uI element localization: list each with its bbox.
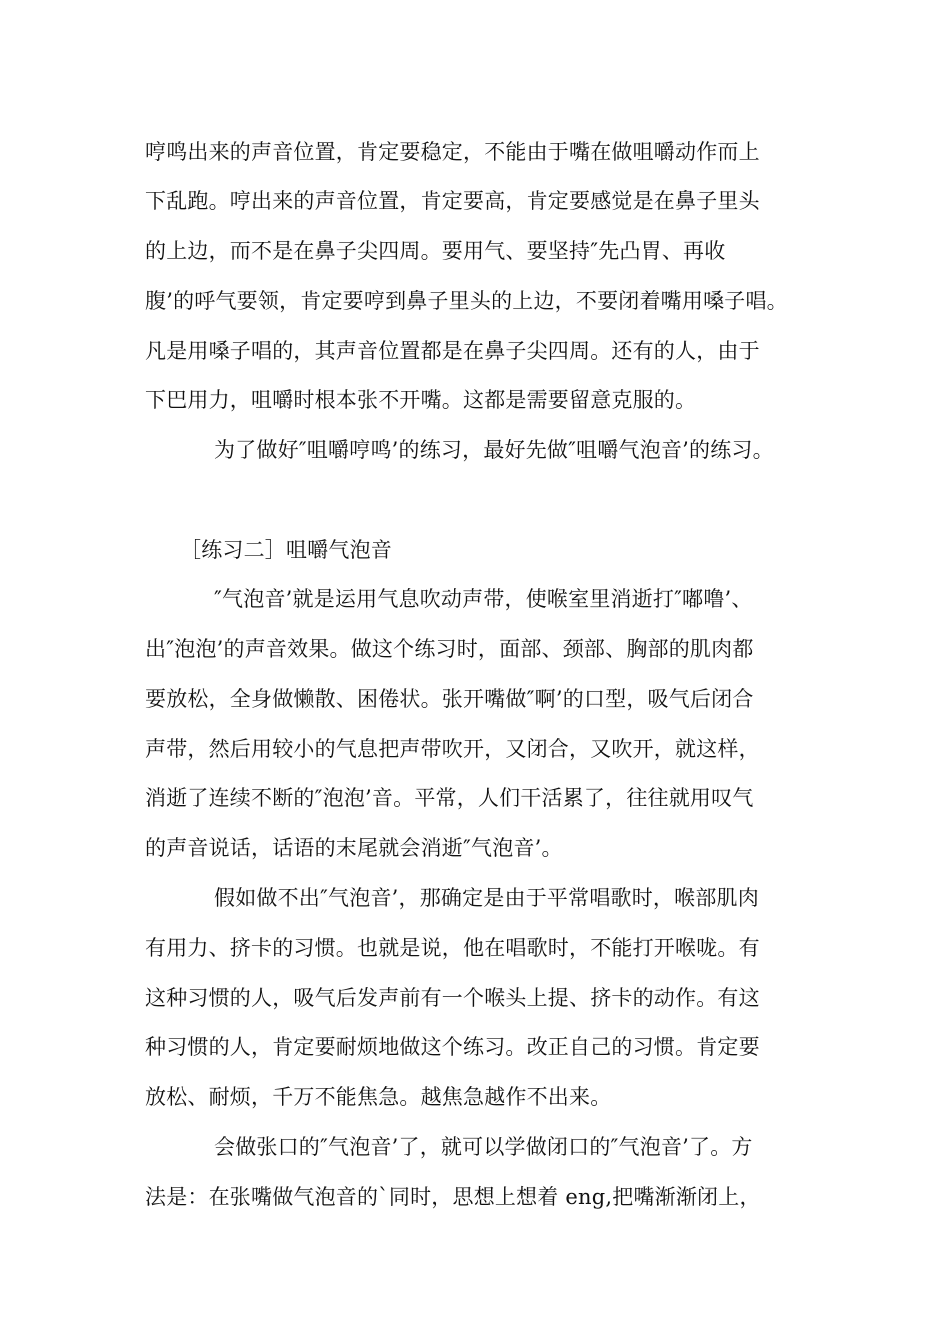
text-line: 这种习惯的人，吸气后发声前有一个喉头上提、挤卡的动作。有这 — [145, 986, 760, 1010]
text-line: 法是：在张嘴做气泡音的`同时，思想上想着 eng,把嘴渐渐闭上， — [145, 1185, 761, 1209]
text-line: 为了做好″咀嚼哼鸣’的练习，最好先做″咀嚼气泡音’的练习。 — [214, 438, 774, 462]
text-line: 放松、耐烦，千万不能焦急。越焦急越作不出来。 — [145, 1085, 612, 1109]
text-line: 的上边，而不是在鼻子尖四周。要用气、要坚持″先凸胃、再收 — [145, 239, 726, 263]
text-line: 要放松，全身做懒散、困倦状。张开嘴做″啊’的口型，吸气后闭合 — [145, 687, 754, 711]
text-line: 种习惯的人，肯定要耐烦地做这个练习。改正自己的习惯。肯定要 — [145, 1035, 760, 1059]
section-heading: ［练习二］咀嚼气泡音 — [180, 538, 392, 562]
text-line: ″气泡音’就是运用气息吹动声带，使喉室里消逝打″嘟噜’、 — [214, 587, 753, 611]
text-line: 消逝了连续不断的″泡泡’音。平常，人们干活累了，往往就用叹气 — [145, 786, 754, 810]
text-line: 哼鸣出来的声音位置，肯定要稳定，不能由于嘴在做咀嚼动作而上 — [145, 140, 760, 164]
text-line: 出″泡泡’的声音效果。做这个练习时，面部、颈部、胸部的肌肉都 — [145, 637, 754, 661]
text-line: 声带，然后用较小的气息把声带吹开，又闭合，又吹开，就这样， — [145, 737, 760, 761]
text-line: 凡是用嗓子唱的，其声音位置都是在鼻子尖四周。还有的人，由于 — [145, 339, 760, 363]
text-line: 会做张口的″气泡音’了，就可以学做闭口的″气泡音’了。方 — [214, 1135, 753, 1159]
text-line: 腹’的呼气要领，肯定要哼到鼻子里头的上边，不要闭着嘴用嗓子唱。 — [145, 289, 788, 313]
text-line: 的声音说话，话语的末尾就会消逝″气泡音’。 — [145, 836, 563, 860]
text-line: 有用力、挤卡的习惯。也就是说，他在唱歌时，不能打开喉咙。有 — [145, 936, 760, 960]
text-line: 假如做不出″气泡音’，那确定是由于平常唱歌时，喉部肌肉 — [214, 886, 759, 910]
text-line: 下乱跑。哼出来的声音位置，肯定要高，肯定要感觉是在鼻子里头 — [145, 189, 760, 213]
text-line: 下巴用力，咀嚼时根本张不开嘴。这都是需要留意克服的。 — [145, 388, 697, 412]
